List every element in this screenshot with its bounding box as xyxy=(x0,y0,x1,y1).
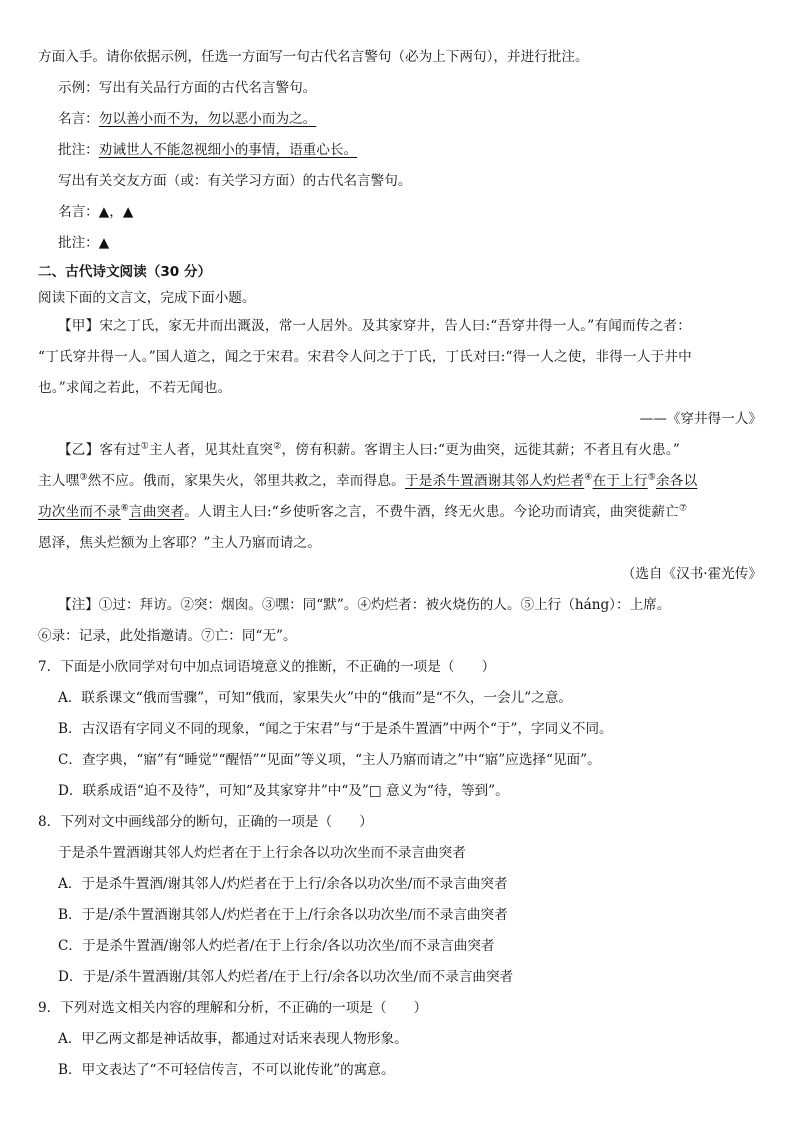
example-prompt: 示例：写出有关品行方面的古代名言警句。 xyxy=(58,80,317,96)
question-7-option-a: A．联系课文“俄而雪骤”，可知“俄而，家果失火”中的“俄而”是“不久，一会儿”之意。 xyxy=(58,690,573,706)
section-heading: 二、古代诗文阅读（30 分） xyxy=(38,264,212,280)
passage-jia-source: ——《穿井得一人》 xyxy=(639,411,762,427)
passage-jia-line: 【甲】宋之丁氏，家无井而出溉汲，常一人居外。及其家穿井，告人曰:“吾穿井得一人。”有闻而传之者： xyxy=(58,318,691,334)
passage-yi-line: 恩泽，焦头烂额为上客耶？”主人乃寤而请之。 xyxy=(38,535,322,551)
notes-line: 【注】①过：拜访。②突：烟囱。③嘿：同“默”。④灼烂者：被火烧伤的人。⑤上行（háng）：上席。 xyxy=(58,597,671,613)
answer-annotation: 批注：▲ xyxy=(58,235,110,251)
question-7-option-d: D．联系成语“迫不及待”，可知“及其家穿井”中“及”□ 意义为“待，等到”。 xyxy=(58,783,509,799)
answer-quote: 名言：▲，▲ xyxy=(58,204,134,220)
passage-jia-line: “丁氏穿井得一人。”国人道之，闻之于宋君。宋君令人问之于丁氏，丁氏对曰:“得一人之使，非得一人于井中 xyxy=(38,349,692,365)
note-marker: ① xyxy=(140,441,150,452)
question-7-option-c: C．查字典，“寤”有“睡觉”“醒悟”“见面”等义项，“主人乃寤而请之”中“寤”应选择“见面”。 xyxy=(58,752,601,768)
note-marker: ⑤ xyxy=(647,472,657,483)
question-8-option-a: A．于是杀牛置酒/谢其邻人/灼烂者在于上行/余各以功次坐/而不录言曲突者 xyxy=(58,876,508,892)
question-8-option-d: D．于是/杀牛置酒谢/其邻人灼烂者/在于上行/余各以功次坐/而不录言曲突者 xyxy=(58,969,514,985)
underlined-text: 功次坐而不录 xyxy=(38,504,121,520)
underlined-text: 余各以 xyxy=(656,473,698,489)
passage-yi-line xyxy=(38,466,762,497)
question-8-option-c: C．于是杀牛置酒/谢邻人灼烂者/在于上行余/各以功次坐/而不录言曲突者 xyxy=(58,938,495,954)
passage-jia-line: 也。”求闻之若此，不若无闻也。 xyxy=(38,380,232,396)
text: 然不应。俄而，家果失火，邻里共救之，幸而得息。 xyxy=(87,473,405,489)
section-intro: 阅读下面的文言文，完成下面小题。 xyxy=(38,290,256,306)
text-line: 方面入手。请你依据示例，任选一方面写一句古代名言警句（必为上下两句），并进行批注。 xyxy=(38,49,589,65)
question-7: 7．下面是小欣同学对句中加点词语境意义的推断，不正确的一项是（ ） xyxy=(38,659,496,675)
underlined-text: 在于上行 xyxy=(592,473,648,489)
document-page xyxy=(38,42,762,1086)
note-marker: ④ xyxy=(584,472,593,483)
text: 主人嘿 xyxy=(38,473,80,489)
question-7-option-b: B．古汉语有字同义不同的现象，“闻之于宋君”与“于是杀牛置酒”中两个“于”，字同义不同。 xyxy=(58,721,613,737)
question-9-option-b: B．甲文表达了“不可轻信传言，不可以讹传讹”的寓意。 xyxy=(58,1062,395,1078)
question-8-option-b: B．于是/杀牛置酒谢其邻人/灼烂者在于上/行余各以功次坐/而不录言曲突者 xyxy=(58,907,508,923)
quote-text: 勿以善小而不为，勿以恶小而为之。 xyxy=(98,111,317,127)
text: 。人谓主人曰:“乡使听客之言，不费牛酒，终无火患。今论功而请宾，曲突徙薪亡 xyxy=(184,504,679,520)
question-9: 9．下列对选文相关内容的理解和分析，不正确的一项是（ ） xyxy=(38,1000,428,1016)
question-8-sentence: 于是杀牛置酒谢其邻人灼烂者在于上行余各以功次坐而不录言曲突者 xyxy=(58,845,466,861)
underlined-text: 言曲突者 xyxy=(129,504,185,520)
label: 批注： xyxy=(58,142,99,158)
annotation-text: 劝诫世人不能忽视细小的事情，语重心长。 xyxy=(98,142,358,158)
text: ，傍有积薪。客谓主人曰:“更为曲突，远徙其薪；不者且有火患。” xyxy=(281,442,680,458)
label: 名言： xyxy=(58,111,99,127)
note-marker: ③ xyxy=(79,472,88,483)
task-prompt: 写出有关交友方面（或：有关学习方面）的古代名言警句。 xyxy=(58,173,412,189)
note-marker: ⑥ xyxy=(120,503,130,514)
note-marker: ⑦ xyxy=(678,503,688,514)
underlined-text: 于是杀牛置酒谢其邻人灼烂者 xyxy=(404,473,585,489)
passage-yi-line xyxy=(38,497,762,528)
question-8: 8．下列对文中画线部分的断句，正确的一项是（ ） xyxy=(38,814,373,830)
example-annotation xyxy=(38,135,762,166)
passage-yi-line xyxy=(38,435,762,466)
notes-line: ⑥录：记录，此处指邀请。⑦亡：同“无”。 xyxy=(38,628,297,644)
text: 主人者，见其灶直突 xyxy=(149,442,274,458)
passage-yi-source: （选自《汉书·霍光传》 xyxy=(621,566,762,582)
question-9-option-a: A．甲乙两文都是神话故事，都通过对话来表现人物形象。 xyxy=(58,1031,408,1047)
example-quote xyxy=(38,104,762,135)
note-marker: ② xyxy=(273,441,282,452)
text: 【乙】客有过 xyxy=(58,442,141,458)
